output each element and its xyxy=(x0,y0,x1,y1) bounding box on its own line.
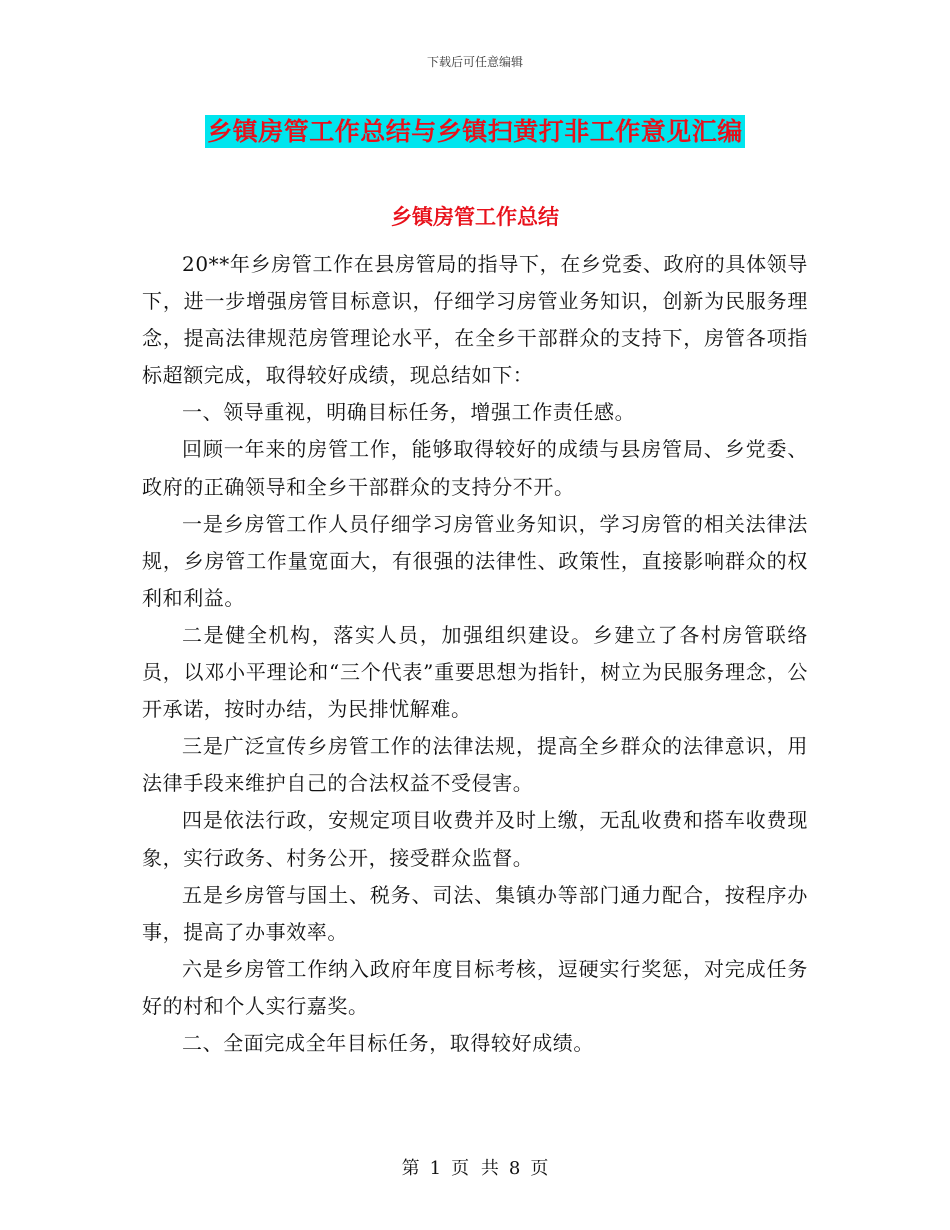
paragraph: 一、领导重视，明确目标任务，增强工作责任感。 xyxy=(182,400,636,425)
paragraph: 六是乡房管工作纳入政府年度目标考核，逗硬实行奖惩，对完成任务好的村和个人实行嘉奖。 xyxy=(142,956,808,1018)
document-title xyxy=(0,112,950,148)
paragraph: 三是广泛宣传乡房管工作的法律法规，提高全乡群众的法律意识，用法律手段来维护自己的合法权益不受侵害。 xyxy=(142,734,808,796)
footer-page-number: 1 xyxy=(429,1158,442,1179)
footer-prefix: 第 xyxy=(401,1158,420,1179)
paragraph: 回顾一年来的房管工作，能够取得较好的成绩与县房管局、乡党委、政府的正确领导和全乡干部群众的支持分不开。 xyxy=(142,437,808,499)
document-title-text: 乡镇房管工作总结与乡镇扫黄打非工作意见汇编 xyxy=(207,117,743,146)
footer-total-pages: 8 xyxy=(508,1158,521,1179)
paragraph: 五是乡房管与国土、税务、司法、集镇办等部门通力配合，按程序办事，提高了办事效率。 xyxy=(142,882,808,944)
header-note: 下载后可任意编辑 xyxy=(426,55,523,69)
footer-middle: 页 共 xyxy=(451,1158,499,1179)
paragraph: 二、全面完成全年目标任务，取得较好成绩。 xyxy=(182,1030,594,1055)
paragraph: 一是乡房管工作人员仔细学习房管业务知识，学习房管的相关法律法规，乡房管工作量宽面大，有很强的法律性、政策性，直接影响群众的权利和利益。 xyxy=(142,511,808,610)
page-footer xyxy=(0,1154,950,1180)
paragraph: 20**年乡房管工作在县房管局的指导下，在乡党委、政府的具体领导下，进一步增强房管目标意识，仔细学习房管业务知识，创新为民服务理念，提高法律规范房管理论水平，在全乡干部群众的支持下，房管各项指标超额完成，取得较好成绩，现总结如下： xyxy=(142,252,808,388)
section-title: 乡镇房管工作总结 xyxy=(391,205,559,229)
paragraph: 四是依法行政，安规定项目收费并及时上缴，无乱收费和搭车收费现象，实行政务、村务公开，接受群众监督。 xyxy=(142,808,808,870)
body-text xyxy=(142,246,808,1062)
footer-suffix: 页 xyxy=(530,1158,549,1179)
paragraph: 二是健全机构，落实人员，加强组织建设。乡建立了各村房管联络员，以邓小平理论和“三个代表”重要思想为指针，树立为民服务理念，公开承诺，按时办结，为民排忧解难。 xyxy=(142,622,808,722)
